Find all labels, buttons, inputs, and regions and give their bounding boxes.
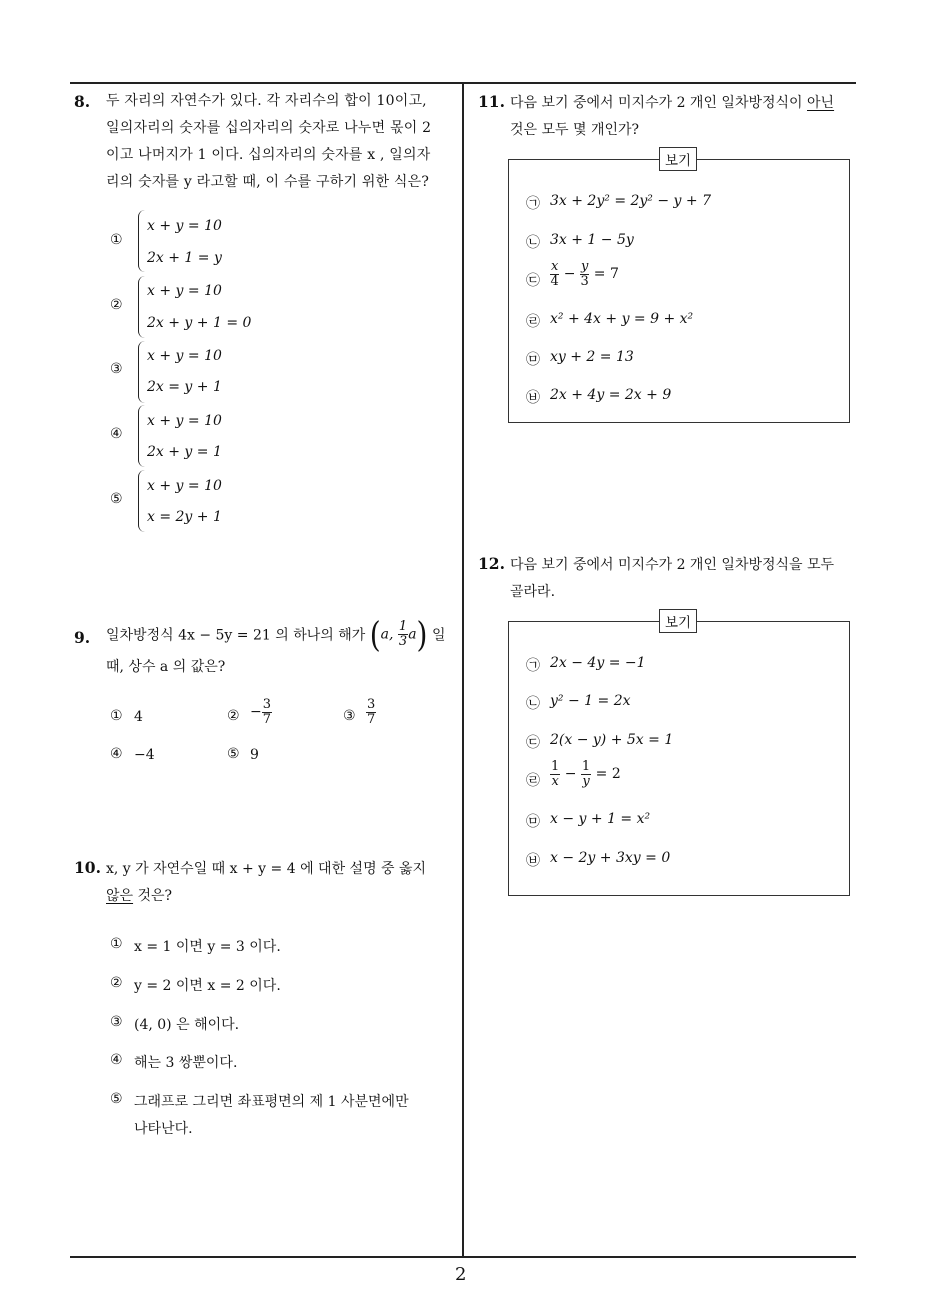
q8-option-eq1: x + y = 10: [147, 283, 222, 299]
q10-number: 10.: [74, 858, 101, 877]
q10-option-text: (4, 0) 은 해이다.: [134, 1017, 240, 1033]
bottom-rule: [70, 1256, 856, 1258]
q9-number: 9.: [74, 628, 91, 647]
q8-text: [106, 88, 458, 196]
q9-sol-a: a,: [380, 626, 394, 643]
q8-line: 두 자리의 자연수가 있다. 각 자리수의 합이 10이고,: [106, 93, 427, 109]
q9-sol-a2: a: [408, 626, 417, 643]
q11-line1: 다음 보기 중에서 미지수가 2 개인 일차방정식이 아닌: [510, 95, 835, 111]
q10-option-text: 해는 3 쌍뿐이다.: [134, 1055, 238, 1071]
column-divider: [462, 82, 464, 1256]
q11-item-fraction: $\frac{x}{4}$ − $\frac{y}{3}$ = 7: [550, 259, 619, 289]
q8-option-mark[interactable]: ⑤: [110, 491, 123, 507]
q8-line: 리의 숫자를 y 라고할 때, 이 수를 구하기 위한 식은?: [106, 174, 430, 190]
q9-sol-fraction: $\frac{1}{3}$: [398, 619, 408, 649]
q9-option-value: −4: [134, 747, 155, 763]
q12-item-mark: ㉡: [526, 696, 540, 712]
q12-number: 12.: [478, 554, 505, 573]
q11-item-mark: ㉡: [526, 235, 540, 251]
right-paren: ): [416, 613, 428, 656]
q8-option-eq2: 2x + y = 1: [147, 444, 222, 460]
page-number: 2: [455, 1264, 467, 1285]
q12-item-text: 2x − 4y = −1: [550, 655, 646, 671]
q11-number: 11.: [478, 92, 505, 111]
q11-item-mark: ㉤: [526, 352, 540, 368]
q11-item-mark: ㉠: [526, 196, 540, 212]
q10-option-mark[interactable]: ②: [110, 975, 123, 991]
system-brace: [138, 210, 145, 272]
q11-line2: 것은 모두 몇 개인가?: [510, 122, 640, 138]
q12-item-text: 2(x − y) + 5x = 1: [550, 732, 674, 748]
q9-option-value: 4: [134, 709, 143, 725]
q10-option-text: x = 1 이면 y = 3 이다.: [134, 939, 281, 955]
system-brace: [138, 405, 145, 467]
q10-option-mark[interactable]: ④: [110, 1052, 123, 1068]
q10-option-mark[interactable]: ③: [110, 1014, 123, 1030]
q12-item-text: x − y + 1 = x²: [550, 811, 651, 827]
q8-option-eq1: x + y = 10: [147, 218, 222, 234]
q12-line1: 다음 보기 중에서 미지수가 2 개인 일차방정식을 모두: [510, 557, 835, 573]
q11-box-title: 보기: [659, 147, 697, 171]
q10-line1: x, y 가 자연수일 때 x + y = 4 에 대한 설명 중 옳지: [106, 861, 427, 877]
q8-option-mark[interactable]: ③: [110, 361, 123, 377]
q8-line: 이고 나머지가 1 이다. 십의자리의 숫자를 x , 일의자: [106, 147, 431, 163]
q8-option-eq2: x = 2y + 1: [147, 509, 222, 525]
q10-option-mark[interactable]: ①: [110, 936, 123, 952]
q9-option-value: 9: [250, 747, 259, 763]
q8-option-mark[interactable]: ④: [110, 426, 123, 442]
q8-line: 일의자리의 숫자를 십의자리의 숫자로 나누면 몫이 2: [106, 120, 432, 136]
q9-option-mark[interactable]: ④: [110, 746, 123, 762]
q8-option-eq1: x + y = 10: [147, 478, 222, 494]
q11-item-text: x² + 4x + y = 9 + x²: [550, 311, 694, 327]
q12-item-mark: ㉤: [526, 814, 540, 830]
q10-underlined-word: 않은: [106, 888, 134, 904]
q9-option-fraction: $\frac{3}{7}$: [367, 697, 376, 727]
q10-option-text: y = 2 이면 x = 2 이다.: [134, 978, 281, 994]
q11-item-mark: ㉣: [526, 314, 540, 330]
q8-number: 8.: [74, 92, 91, 111]
q8-option-eq2: 2x = y + 1: [147, 379, 222, 395]
system-brace: [138, 341, 145, 403]
q8-option-mark[interactable]: ②: [110, 297, 123, 313]
q11-item-mark: ㉢: [526, 273, 540, 289]
q11-item-text: 3x + 1 − 5y: [550, 232, 634, 248]
system-brace: [138, 470, 145, 532]
left-paren: (: [369, 613, 381, 656]
q8-option-eq2: 2x + 1 = y: [147, 250, 222, 266]
q9-option-mark[interactable]: ③: [343, 708, 356, 724]
q10-option-text-cont: 나타난다.: [134, 1121, 193, 1137]
q11-item-text: xy + 2 = 13: [550, 349, 634, 365]
q10-line2: 않은 것은?: [106, 888, 173, 904]
q12-item-mark: ㉣: [526, 773, 540, 789]
q9-line1: [106, 613, 446, 656]
q8-option-eq1: x + y = 10: [147, 348, 222, 364]
q9-option-fraction: − $\frac{3}{7}$: [250, 697, 272, 727]
q12-item-fraction: $\frac{1}{x}$ − $\frac{1}{y}$ = 2: [551, 759, 621, 789]
q12-item-mark: ㉥: [526, 853, 540, 869]
q12-item-text: y² − 1 = 2x: [550, 693, 631, 709]
q9-line2: 때, 상수 a 의 값은?: [106, 659, 226, 675]
q9-line1-text: 일차방정식 4x − 5y = 21 의 하나의 해가: [106, 627, 366, 644]
q12-box-title: 보기: [659, 609, 697, 633]
q12-item-mark: ㉢: [526, 735, 540, 751]
q12-item-text: x − 2y + 3xy = 0: [550, 850, 671, 866]
q12-item-mark: ㉠: [526, 658, 540, 674]
q12-line2: 골라라.: [510, 584, 556, 600]
system-brace: [138, 276, 145, 338]
q9-option-mark[interactable]: ①: [110, 708, 123, 724]
q9-option-mark[interactable]: ⑤: [227, 746, 240, 762]
q9-line1-end: 일: [431, 627, 446, 644]
q10-option-text: 그래프로 그리면 좌표평면의 제 1 사분면에만: [134, 1094, 409, 1110]
q9-option-mark[interactable]: ②: [227, 708, 240, 724]
q10-option-mark[interactable]: ⑤: [110, 1091, 123, 1107]
q11-item-text: 3x + 2y² = 2y² − y + 7: [550, 193, 711, 209]
q8-option-eq2: 2x + y + 1 = 0: [147, 315, 252, 331]
q8-option-mark[interactable]: ①: [110, 232, 123, 248]
q11-item-mark: ㉥: [526, 390, 540, 406]
q11-underlined-word: 아닌: [807, 95, 835, 111]
q11-item-text: 2x + 4y = 2x + 9: [550, 387, 672, 403]
q8-option-eq1: x + y = 10: [147, 413, 222, 429]
